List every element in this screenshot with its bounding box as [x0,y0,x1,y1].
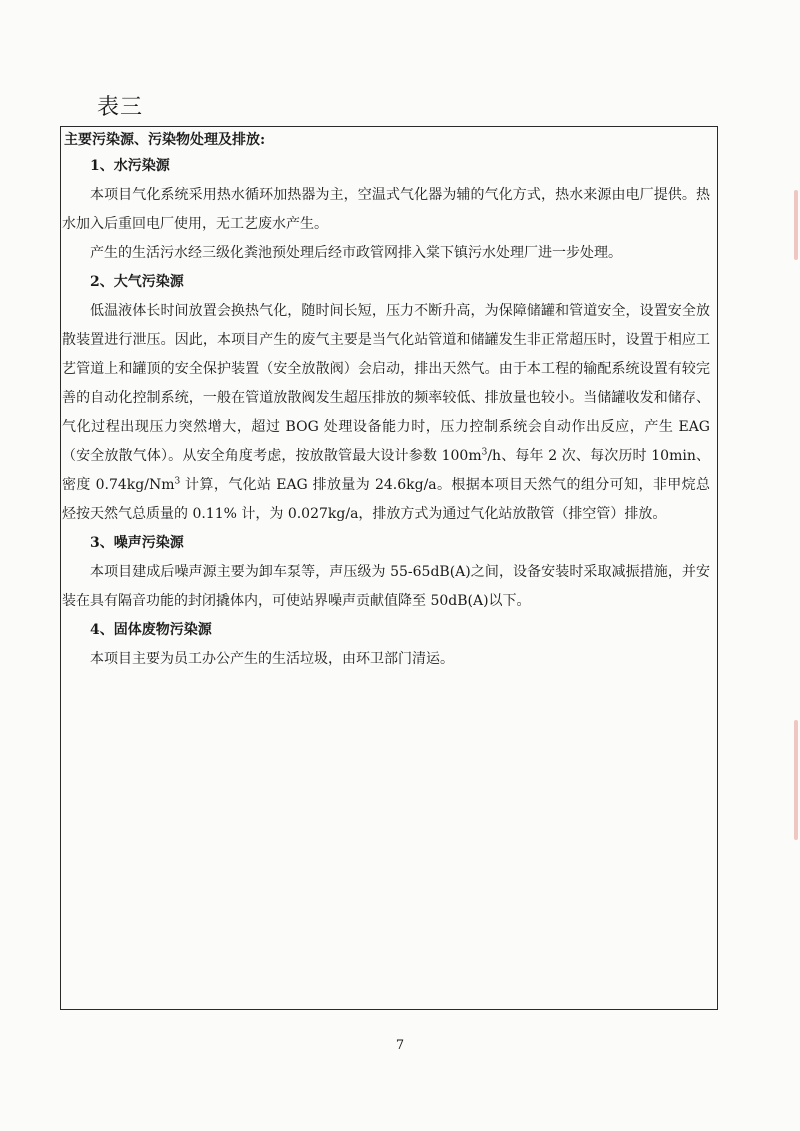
edge-seal-mark [794,190,798,260]
table-content [62,128,714,674]
air-paragraph [62,297,714,529]
section-heading-solid-waste: 4、固体废物污染源 [90,622,212,638]
water-paragraph-1: 本项目气化系统采用热水循环加热器为主，空温式气化器为辅的气化方式，热水来源由电厂提供。热水加入后重回电厂使用，无工艺废水产生。 [62,187,710,232]
main-heading: 主要污染源、污染物处理及排放: [64,132,266,148]
table-title: 表三 [97,95,144,120]
air-text-part-c: 计算，气化站 EAG 排放量为 24.6kg/a。根据本项目天然气的组分可知，非甲烷总烃按天然气总质量的 0.11% 计，为 0.027kg/a，排放方式为通过气化站放散管（排空管）排放。 [62,477,711,522]
air-text-part-a: 低温液体长时间放置会换热气化，随时间长短，压力不断升高，为保障储罐和管道安全，设置安全放散装置进行泄压。因此，本项目产生的废气主要是当气化站管道和储罐发生非正常超压时，设置于相应工艺管道上和罐顶的安全保护装置（安全放散阀）会启动，排出天然气。由于本工程的输配系统设置有较完善的自动化控制系统，一般在管道放散阀发生超压排放的频率较低、排放量也较小。当储罐收发和储存、气化过程出现压力突然增大，超过 BOG 处理设备能力时，压力控制系统会自动作出反应，产生 EAG（安全放散气体）。从安全角度考虑，按放散管最大设计参数 100m [62,303,710,464]
section-heading-water: 1、水污染源 [90,158,170,174]
air-superscript-1: 3 [481,447,488,458]
water-paragraph-2: 产生的生活污水经三级化粪池预处理后经市政管网排入棠下镇污水处理厂进一步处理。 [90,245,622,261]
air-text-part-b: /h、每年 2 次、每次历时 10min、密度 0.74kg/Nm [62,448,710,493]
page-number: 7 [395,1038,405,1053]
solid-waste-paragraph: 本项目主要为员工办公产生的生活垃圾，由环卫部门清运。 [90,651,454,667]
edge-seal-mark [794,720,798,840]
section-heading-air: 2、大气污染源 [90,274,184,290]
section-heading-noise: 3、噪声污染源 [90,535,184,551]
noise-paragraph: 本项目建成后噪声源主要为卸车泵等，声压级为 55-65dB(A)之间，设备安装时采取减振措施，并安装在具有隔音功能的封闭撬体内，可使站界噪声贡献值降至 50dB(A)以下。 [62,564,710,609]
air-superscript-2: 3 [174,476,181,487]
